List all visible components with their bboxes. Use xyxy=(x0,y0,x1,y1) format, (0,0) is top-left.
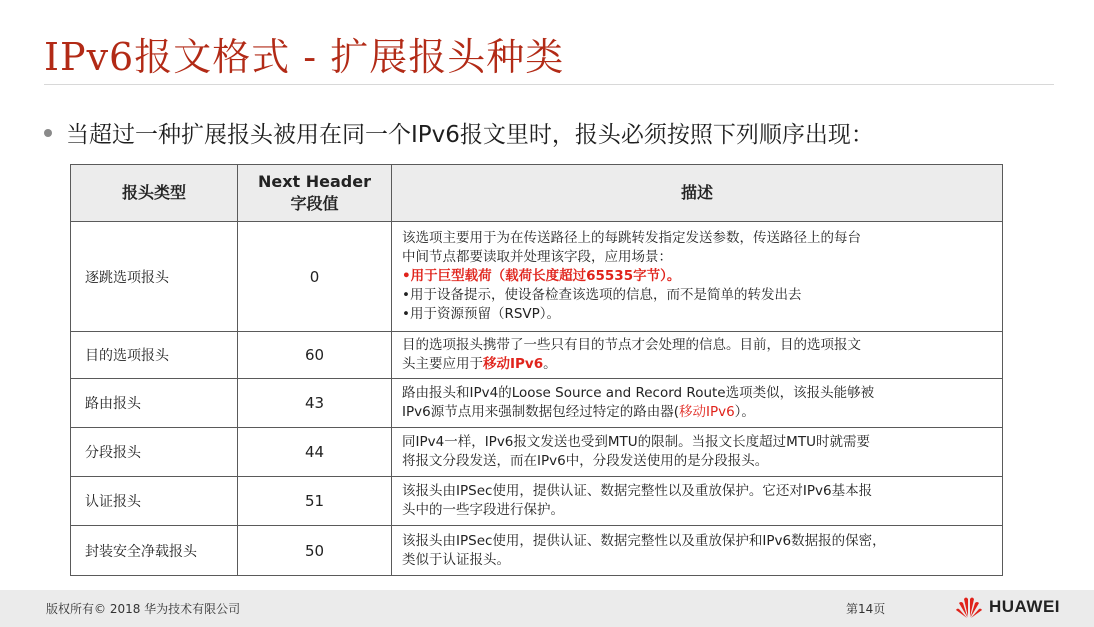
description-line: 该报头由IPSec使用，提供认证、数据完整性以及重放保护。它还对IPv6基本报 xyxy=(402,483,873,499)
description-line: •用于资源预留（RSVP）。 xyxy=(402,306,561,322)
footer-bar xyxy=(0,590,1094,627)
description-text: ）。 xyxy=(734,404,755,420)
cell-header-type: 分段报头 xyxy=(71,428,238,477)
title-divider xyxy=(44,84,1054,85)
intro-text: 当超过一种扩展报头被用在同一个IPv6报文里时，报头必须按照下列顺序出现： xyxy=(66,122,874,148)
description-line: •用于设备提示，使设备检查该选项的信息，而不是简单的转发出去 xyxy=(402,287,802,303)
description-line xyxy=(402,355,992,374)
cell-header-type: 封装安全净载报头 xyxy=(71,526,238,576)
cell-description xyxy=(392,332,1003,379)
table-header-row xyxy=(71,165,1003,222)
highlighted-text: 移动IPv6 xyxy=(483,356,544,372)
cell-next-header-value: 60 xyxy=(238,332,392,379)
table-row xyxy=(71,526,1003,576)
description-line: 该选项主要用于为在传送路径上的每跳转发指定发送参数，传送路径上的每台 xyxy=(402,230,861,246)
description-line: 路由报头和IPv4的Loose Source and Record Route选项类似，该报头能够被 xyxy=(402,385,875,401)
cell-header-type: 路由报头 xyxy=(71,379,238,428)
description-line: 将报文分段发送，而在IPv6中，分段发送使用的是分段报头。 xyxy=(402,453,769,469)
highlighted-text: 移动IPv6 xyxy=(678,404,735,420)
cell-next-header-value: 50 xyxy=(238,526,392,576)
table-row xyxy=(71,477,1003,526)
cell-description xyxy=(392,222,1003,332)
description-line: 类似于认证报头。 xyxy=(402,551,510,568)
description-line: 同IPv4一样，IPv6报文发送也受到MTU的限制。当报文长度超过MTU时就需要 xyxy=(402,434,870,450)
table-row xyxy=(71,379,1003,428)
table-row xyxy=(71,428,1003,477)
copyright-text: 版权所有© 2018 华为技术有限公司 xyxy=(46,602,241,616)
col-header-next-header-label xyxy=(238,171,391,215)
description-line: 目的选项报头携带了一些只有目的节点才会处理的信息。目前，目的选项报文 xyxy=(402,337,861,353)
description-line: 中间节点都要读取并处理该字段，应用场景： xyxy=(402,249,672,265)
cell-header-type: 目的选项报头 xyxy=(71,332,238,379)
cell-description xyxy=(392,379,1003,428)
col-header-type xyxy=(71,165,238,222)
col-header-next-header-line: 字段值 xyxy=(290,194,339,213)
page-number: 第14页 xyxy=(846,602,886,616)
description-line: •用于巨型载荷（载荷长度超过65535字节）。 xyxy=(402,268,681,284)
extension-header-table xyxy=(70,164,1003,576)
description-line: 该报头由IPSec使用，提供认证、数据完整性以及重放保护和IPv6数据报的保密， xyxy=(402,532,886,549)
description-text: 头主要应用于 xyxy=(402,356,483,372)
page-title: IPv6报文格式 - 扩展报头种类 xyxy=(44,35,565,79)
cell-description xyxy=(392,526,1003,576)
description-text: IPv6源节点用来强制数据包经过特定的路由器( xyxy=(402,404,679,420)
description-line: 头中的一些字段进行保护。 xyxy=(402,502,564,518)
cell-description xyxy=(392,477,1003,526)
col-header-desc-label: 描述 xyxy=(680,183,713,202)
col-header-desc xyxy=(392,165,1003,222)
intro-bullet xyxy=(44,116,874,149)
col-header-next-header-line: Next Header xyxy=(257,172,371,191)
col-header-next-header xyxy=(238,165,392,222)
cell-next-header-value: 43 xyxy=(238,379,392,428)
cell-header-type: 逐跳选项报头 xyxy=(71,222,238,332)
cell-next-header-value: 0 xyxy=(238,222,392,332)
col-header-type-label: 报头类型 xyxy=(121,183,186,202)
table-row xyxy=(71,332,1003,379)
table-body xyxy=(71,222,1003,576)
cell-next-header-value: 51 xyxy=(238,477,392,526)
description-line xyxy=(402,403,992,422)
cell-description xyxy=(392,428,1003,477)
description-text: 。 xyxy=(543,356,557,372)
cell-header-type: 认证报头 xyxy=(71,477,238,526)
table-row xyxy=(71,222,1003,332)
brand xyxy=(955,595,1060,619)
cell-next-header-value: 44 xyxy=(238,428,392,477)
brand-name: HUAWEI xyxy=(989,597,1060,616)
bullet-dot-icon xyxy=(44,129,52,137)
huawei-logo-icon xyxy=(955,595,983,619)
